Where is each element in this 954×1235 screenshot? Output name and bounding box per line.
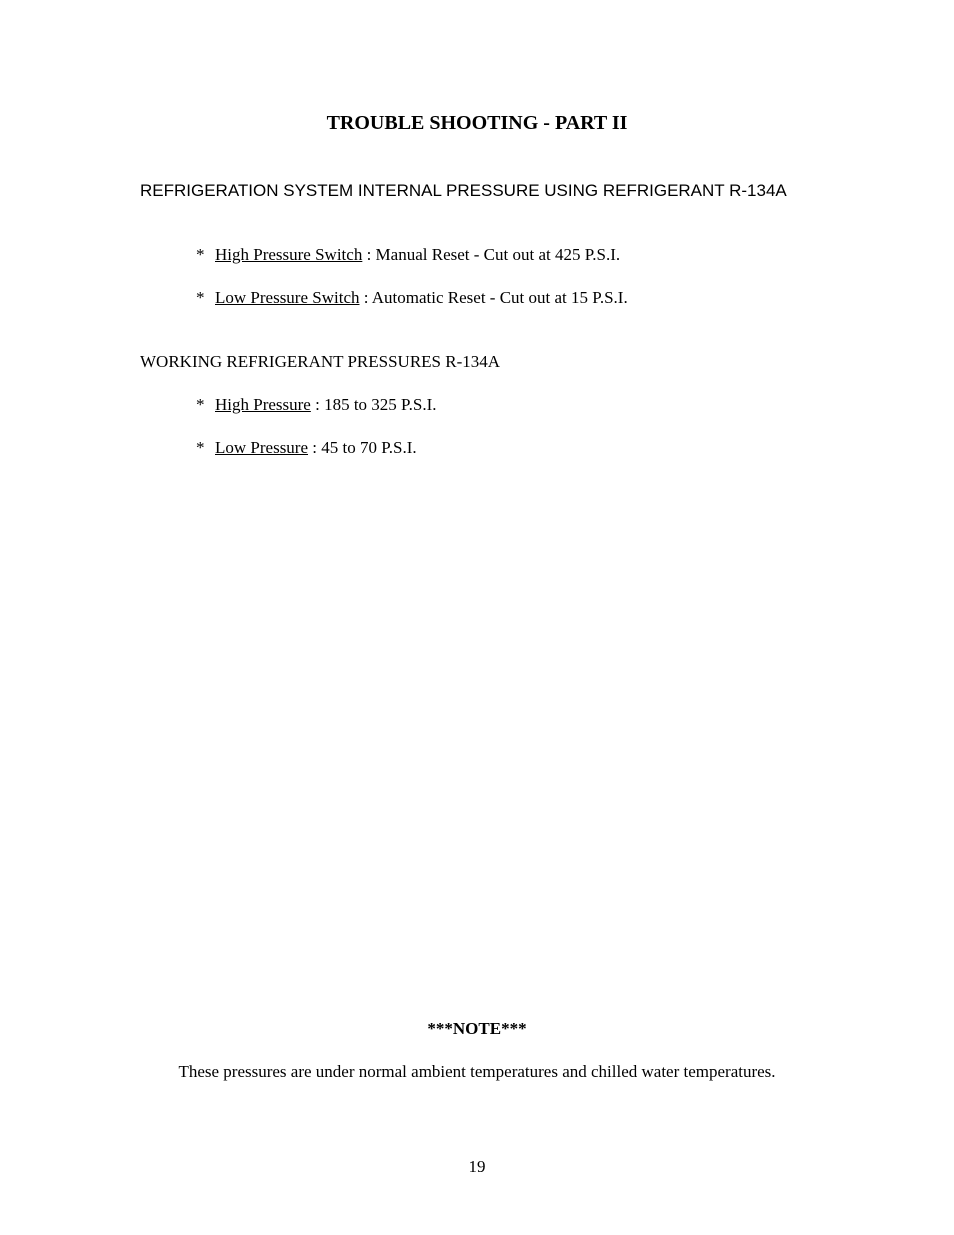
item-detail: : Automatic Reset - Cut out at 15 P.S.I. — [359, 288, 628, 307]
item-term: Low Pressure — [215, 438, 309, 457]
list-item-high-pressure — [196, 395, 437, 415]
section-heading-working-pressures: WORKING REFRIGERANT PRESSURES R-134A — [140, 352, 501, 371]
note-title: ***NOTE*** — [427, 1019, 527, 1038]
item-detail: : 185 to 325 P.S.I. — [310, 395, 437, 414]
page-number: 19 — [468, 1157, 486, 1176]
bullet-marker: * — [196, 245, 205, 264]
bullet-marker: * — [196, 288, 205, 307]
list-item-low-pressure — [196, 438, 417, 458]
item-term: Low Pressure Switch — [215, 288, 360, 307]
note-text: These pressures are under normal ambient temperatures and chilled water temperatures. — [178, 1062, 776, 1081]
item-detail: : 45 to 70 P.S.I. — [308, 438, 417, 457]
bullet-marker: * — [196, 438, 205, 457]
page-title: TROUBLE SHOOTING - PART II — [326, 112, 628, 134]
list-item-high-pressure-switch — [196, 245, 620, 265]
section-heading-internal-pressure: REFRIGERATION SYSTEM INTERNAL PRESSURE USING REFRIGERANT R-134A — [140, 181, 787, 200]
list-item-low-pressure-switch — [196, 288, 628, 308]
item-detail: : Manual Reset - Cut out at 425 P.S.I. — [362, 245, 621, 264]
item-term: High Pressure Switch — [215, 245, 363, 264]
item-term: High Pressure — [215, 395, 311, 414]
bullet-marker: * — [196, 395, 205, 414]
